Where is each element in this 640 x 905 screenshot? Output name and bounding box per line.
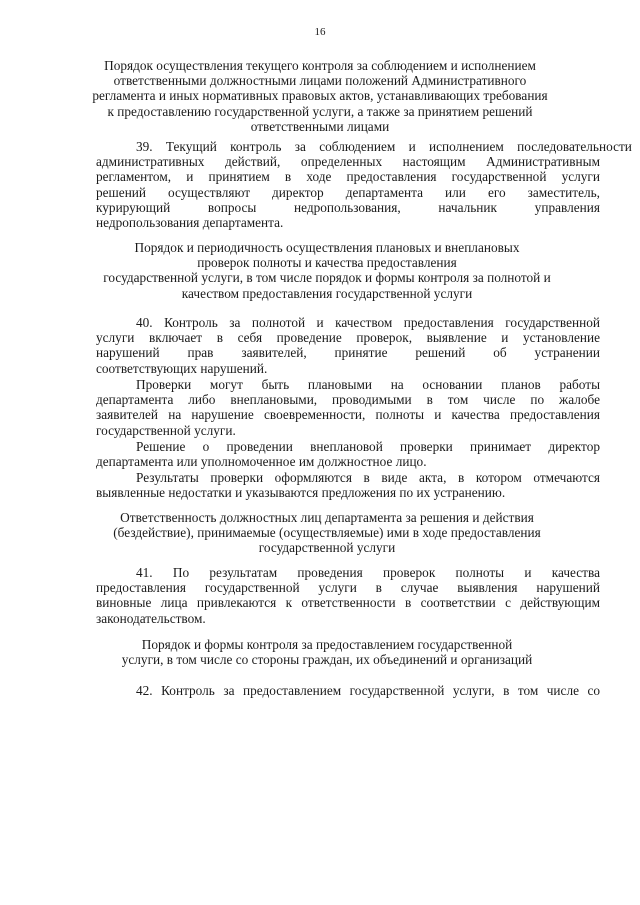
paragraph-line: Проверки могут быть плановыми на основании планов работы: [136, 377, 600, 392]
paragraph-line: виновные лица привлекаются к ответственности в соответствии с действующим: [96, 595, 600, 611]
paragraph-line: 41. По результатам проведения проверок полноты и качества: [136, 565, 600, 580]
paragraph-line: курирующий вопросы недропользования, начальник управления: [96, 199, 600, 215]
paragraph-40-results: [96, 470, 600, 500]
paragraph-line: Решение о проведении внеплановой проверки принимает директор: [136, 439, 600, 454]
heading-line: Порядок осуществления текущего контроля за соблюдением и исполнением: [104, 58, 536, 73]
paragraph-line: регламентом, и принятием в ходе предоставления государственной услуги: [96, 169, 600, 185]
paragraph-42: [96, 683, 600, 698]
paragraph-line: 40. Контроль за полнотой и качеством предоставления государственной: [136, 315, 600, 330]
paragraph-line: выявленные недостатки и указываются предложения по их устранению.: [96, 485, 506, 501]
heading-line: к предоставлению государственной услуги, а также за принятием решений: [107, 103, 533, 119]
paragraph-line: предоставления государственной услуги в случае выявления нарушений: [96, 580, 600, 596]
paragraph-39: [96, 139, 632, 231]
heading-line: Ответственность должностных лиц департамента за решения и действия: [120, 510, 534, 525]
paragraph-line: заявителей на нарушение своевременности, полноты и качества предоставления: [96, 407, 600, 423]
heading-line: качеством предоставления государственной услуги: [181, 285, 473, 301]
paragraph-line: законодательством.: [96, 610, 206, 626]
paragraph-line: департамента или уполномоченное им должностное лицо.: [96, 454, 427, 470]
paragraph-line: услуги включает в себя проведение проверок, выявление и установление: [96, 330, 600, 346]
paragraph-40-inspections: [96, 377, 600, 438]
paragraph-40: [96, 315, 600, 376]
heading-line: государственной услуги, в том числе порядок и формы контроля за полнотой и: [103, 270, 551, 286]
paragraph-40-decision: [96, 439, 600, 469]
heading-line: Порядок и периодичность осуществления плановых и внеплановых: [134, 240, 520, 255]
paragraph-41: [96, 565, 600, 626]
heading-line: (бездействие), принимаемые (осуществляемые) ими в ходе предоставления: [113, 525, 541, 541]
section-heading-periodicity: [92, 240, 562, 301]
paragraph-line: нарушений прав заявителей, принятие решений об устранении: [96, 345, 600, 361]
heading-line: проверок полноты и качества предоставления: [197, 255, 457, 271]
paragraph-line: государственной услуги.: [96, 422, 236, 438]
heading-line: услуги, в том числе со стороны граждан, их объединений и организаций: [121, 652, 533, 668]
paragraph-line: административных действий, определенных настоящим Административным: [96, 154, 600, 170]
page-number: 16: [314, 26, 326, 38]
paragraph-line: 42. Контроль за предоставлением государственной услуги, в том числе со: [136, 683, 600, 698]
section-heading-control-forms: [92, 637, 562, 667]
heading-line: регламента и иных нормативных правовых актов, устанавливающих требования: [92, 88, 548, 104]
heading-line: ответственными должностными лицами положений Административного: [113, 73, 527, 89]
heading-line: ответственными лицами: [250, 118, 390, 134]
section-heading-responsibility: [92, 510, 562, 556]
paragraph-line: 39. Текущий контроль за соблюдением и исполнением последовательности: [136, 139, 632, 154]
section-heading-current-control: [92, 58, 548, 134]
heading-line: Порядок и формы контроля за предоставлением государственной: [141, 637, 513, 652]
heading-line: государственной услуги: [258, 540, 396, 556]
paragraph-line: недропользования департамента.: [96, 215, 284, 231]
paragraph-line: Результаты проверки оформляются в виде акта, в котором отмечаются: [136, 470, 600, 485]
paragraph-line: соответствующих нарушений.: [96, 360, 268, 376]
paragraph-line: департамента либо внеплановыми, проводимыми в том числе по жалобе: [96, 392, 600, 408]
paragraph-line: решений осуществляют директор департамента или его заместитель,: [96, 184, 600, 200]
